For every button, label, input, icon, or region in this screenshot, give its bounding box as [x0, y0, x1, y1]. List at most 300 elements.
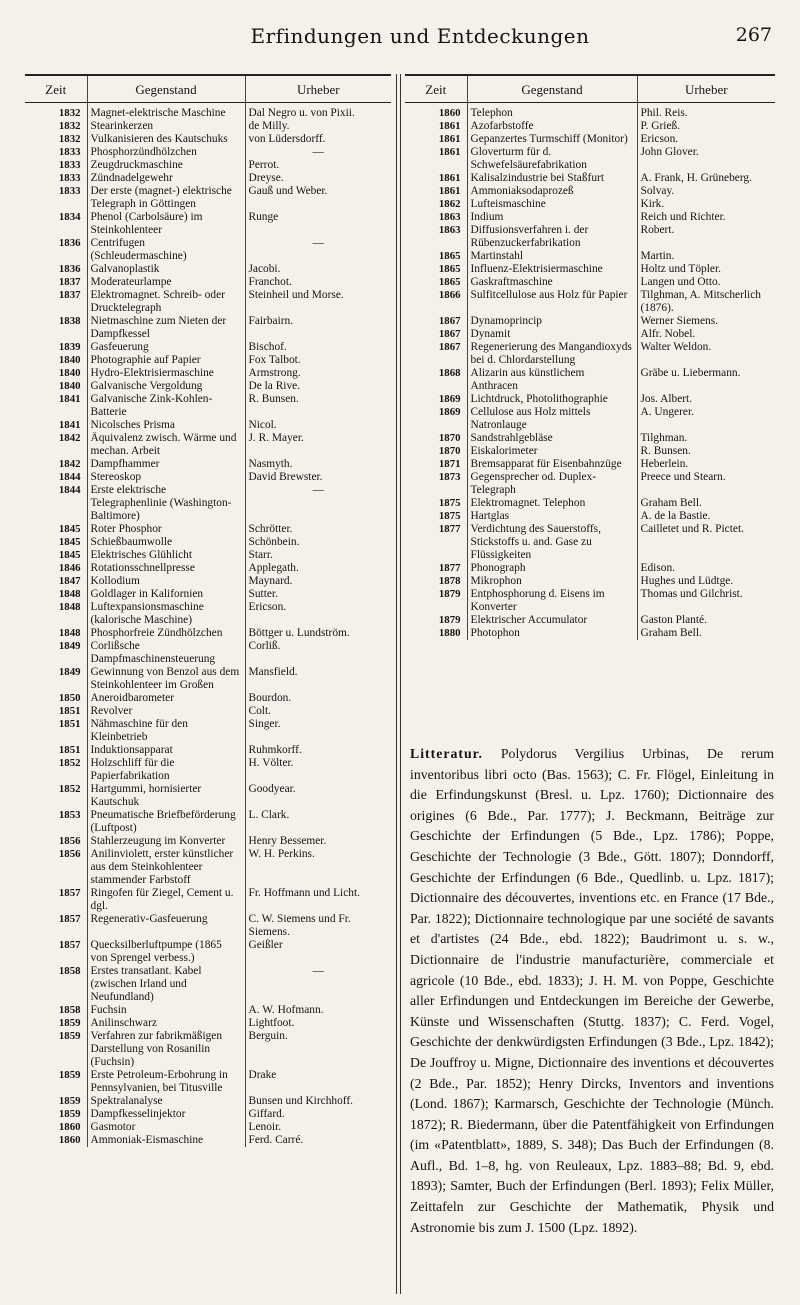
- year-cell: 1867: [438, 328, 461, 340]
- year-cell: 1834: [58, 211, 81, 223]
- year-cell: 1873: [438, 471, 461, 483]
- column-divider-outer: [396, 74, 397, 1294]
- inventor-cell: Nasmyth.: [248, 458, 293, 470]
- table-row: [25, 458, 391, 471]
- subject-cell: Alizarin aus künstlichem Anthracen: [467, 367, 637, 393]
- inventor-cell: Phil. Reis.: [640, 107, 688, 119]
- inventor-cell: Bunsen und Kirchhoff.: [248, 1095, 354, 1107]
- table-row: [25, 939, 391, 965]
- table-row: [25, 159, 391, 172]
- subject-cell: Galvanische Vergoldung: [87, 380, 245, 393]
- subject-cell: Gegensprecher od. Duplex-Telegraph: [467, 471, 637, 497]
- year-cell: 1832: [58, 133, 81, 145]
- inventor-cell: P. Grieß.: [640, 120, 681, 132]
- table-row: [25, 1030, 391, 1069]
- table-row: [25, 172, 391, 185]
- year-cell: 1837: [58, 289, 81, 301]
- table-row: [25, 692, 391, 705]
- inventor-cell: Perrot.: [248, 159, 280, 171]
- inventor-cell: A. Frank, H. Grüneberg.: [640, 172, 752, 184]
- inventor-cell: Werner Siemens.: [640, 315, 719, 327]
- gegenstand-header: Gegenstand: [467, 75, 637, 103]
- subject-cell: Magnet-elektrische Maschine: [87, 103, 245, 121]
- table-row: [405, 276, 775, 289]
- table-row: [25, 211, 391, 237]
- year-cell: 1860: [58, 1121, 81, 1133]
- subject-cell: Zündnadelgewehr: [87, 172, 245, 185]
- inventor-cell: Runge: [248, 211, 279, 223]
- table-row: [405, 471, 775, 497]
- year-cell: 1859: [58, 1030, 81, 1042]
- table-row: [405, 575, 775, 588]
- inventor-cell: Cailletet und R. Pictet.: [640, 523, 744, 535]
- subject-cell: Spektralanalyse: [87, 1095, 245, 1108]
- inventor-cell: Heberlein.: [640, 458, 689, 470]
- subject-cell: Phosphorfreie Zündhölzchen: [87, 627, 245, 640]
- subject-cell: Schießbaumwolle: [87, 536, 245, 549]
- year-cell: 1852: [58, 757, 81, 769]
- inventor-cell: A. Ungerer.: [640, 406, 694, 418]
- inventor-cell: Gräbe u. Liebermann.: [640, 367, 741, 379]
- inventor-cell: Nicol.: [248, 419, 277, 431]
- subject-cell: Der erste (magnet-) elektrische Telegraph in Göttingen: [87, 185, 245, 211]
- inventor-cell: Ruhmkorff.: [248, 744, 302, 756]
- subject-cell: Erste Petroleum-Erbohrung in Pennsylvanien, bei Titusville: [87, 1069, 245, 1095]
- year-cell: 1833: [58, 159, 81, 171]
- year-cell: 1863: [438, 211, 461, 223]
- table-row: [25, 835, 391, 848]
- year-cell: 1859: [58, 1108, 81, 1120]
- inventor-cell: Bourdon.: [248, 692, 292, 704]
- table-row: [405, 562, 775, 575]
- subject-cell: Photophon: [467, 627, 637, 640]
- table-row: [25, 380, 391, 393]
- table-row: [25, 1121, 391, 1134]
- urheber-header: Urheber: [637, 75, 775, 103]
- table-row: [405, 224, 775, 250]
- table-row: [25, 432, 391, 458]
- subject-cell: Dampfkesselinjektor: [87, 1108, 245, 1121]
- inventor-cell: Fairbairn.: [248, 315, 294, 327]
- inventor-cell: Goodyear.: [248, 783, 296, 795]
- table-row: [405, 432, 775, 445]
- subject-cell: Martinstahl: [467, 250, 637, 263]
- subject-cell: Diffusionsverfahren i. der Rübenzuckerfabrikation: [467, 224, 637, 250]
- table-row: [25, 341, 391, 354]
- subject-cell: Lufteismaschine: [467, 198, 637, 211]
- year-cell: 1839: [58, 341, 81, 353]
- inventor-cell: Gaston Planté.: [640, 614, 707, 626]
- year-cell: 1861: [438, 172, 461, 184]
- subject-cell: Gepanzertes Turmschiff (Monitor): [467, 133, 637, 146]
- inventor-cell: —: [312, 237, 324, 249]
- table-row: [405, 250, 775, 263]
- year-cell: 1857: [58, 939, 81, 951]
- table-row: [25, 757, 391, 783]
- inventor-cell: Alfr. Nobel.: [640, 328, 696, 340]
- year-cell: 1861: [438, 133, 461, 145]
- year-cell: 1837: [58, 276, 81, 288]
- subject-cell: Influenz-Elektrisiermaschine: [467, 263, 637, 276]
- inventor-cell: Fox Talbot.: [248, 354, 301, 366]
- subject-cell: Dynamit: [467, 328, 637, 341]
- subject-cell: Äquivalenz zwisch. Wärme und mechan. Arbeit: [87, 432, 245, 458]
- subject-cell: Stearinkerzen: [87, 120, 245, 133]
- inventor-cell: Steinheil und Morse.: [248, 289, 344, 301]
- table-row: [25, 848, 391, 887]
- year-cell: 1858: [58, 965, 81, 977]
- year-cell: 1845: [58, 536, 81, 548]
- year-cell: 1869: [438, 393, 461, 405]
- subject-cell: Azofarbstoffe: [467, 120, 637, 133]
- table-row: [25, 601, 391, 627]
- inventor-cell: Mansfield.: [248, 666, 298, 678]
- year-cell: 1849: [58, 666, 81, 678]
- table-row: [25, 419, 391, 432]
- year-cell: 1860: [58, 1134, 81, 1146]
- table-row: [25, 1017, 391, 1030]
- inventor-cell: Thomas und Gilchrist.: [640, 588, 743, 600]
- table-row: [405, 172, 775, 185]
- year-cell: 1842: [58, 432, 81, 444]
- subject-cell: Zeugdruckmaschine: [87, 159, 245, 172]
- table-row: [25, 315, 391, 341]
- inventor-cell: Martin.: [640, 250, 675, 262]
- inventor-cell: Solvay.: [640, 185, 675, 197]
- table-row: [25, 1004, 391, 1017]
- year-cell: 1844: [58, 471, 81, 483]
- year-cell: 1856: [58, 848, 81, 860]
- literature-text: Polydorus Vergilius Urbinas, De rerum inventoribus libri octo (Bas. 1563); C. Fr. Flögel, Einleitung in die Erfindungskunst (Bresl. u. Lpz. 1760); Dictionnaire des origines (6 Bde., Par. 1777); J. Beckmann, Beiträge zur Geschichte der Erfindungen (5 Bde., Lpz. 1786); Poppe, Geschichte der Technologie (3 Bde., Gött. 1807); Donndorff, Geschichte der Erfindungen (6 Bde., Quedlinb. u. Lpz. 1817); Dictionnaire des découvertes, inventions etc. en France (17 Bde., Par. 1822); Dictionnaire technologique par une société de savants et d'artistes (24 Bde., ebd. 1822); Baudrimont u. s. w., Dictionnaire de l'industrie manufacturière, commerciale et agricole (10 Bde., ebd. 1833); J. H. M. von Poppe, Geschichte aller Erfindungen und Entdeckungen im Bereiche der Gewerbe, Künste und Wissenschaften (Stuttg. 1837); C. Ferd. Vogel, Geschichte der denkwürdigsten Erfindungen (3 Bde., Lpz. 1842); De Jouffroy u. Migne, Dictionnaire des inventions et découvertes (2 Bde., Par. 1852); Henry Dircks, Inventors and inventions (Lond. 1867); Karmarsch, Geschichte der Technologie (Münch. 1872); R. Biedermann, über die Patentfähigkeit von Erfindungen (im «Patentblatt», 1889, S. 348); Das Buch der Erfindungen (8. Aufl., Bd. 1–8, hg. von Reuleaux, Lpz. 1883–88; Bd. 9, ebd. 1893); Samter, Buch der Erfindungen (Berl. 1893); Felix Müller, Zeittafeln zur Geschichte der Mathematik, Physik und Astronomie bis zum J. 1500 (Lpz. 1892).: [410, 746, 774, 1235]
- inventor-cell: Drake: [248, 1069, 277, 1081]
- subject-cell: Stereoskop: [87, 471, 245, 484]
- page-number: 267: [735, 24, 772, 46]
- subject-cell: Aneroidbarometer: [87, 692, 245, 705]
- subject-cell: Ringofen für Ziegel, Cement u. dgl.: [87, 887, 245, 913]
- subject-cell: Phenol (Carbolsäure) im Steinkohlenteer: [87, 211, 245, 237]
- subject-cell: Centrifugen (Schleudermaschine): [87, 237, 245, 263]
- inventor-cell: L. Clark.: [248, 809, 290, 821]
- table-row: [405, 406, 775, 432]
- year-cell: 1845: [58, 523, 81, 535]
- year-cell: 1853: [58, 809, 81, 821]
- subject-cell: Vulkanisieren des Kautschuks: [87, 133, 245, 146]
- year-cell: 1832: [58, 107, 81, 119]
- table-row: [405, 393, 775, 406]
- subject-cell: Dampfhammer: [87, 458, 245, 471]
- inventor-cell: A. de la Bastie.: [640, 510, 711, 522]
- subject-cell: Hartglas: [467, 510, 637, 523]
- table-row: [25, 1108, 391, 1121]
- table-row: [25, 1069, 391, 1095]
- table-row: [25, 263, 391, 276]
- subject-cell: Goldlager in Kalifornien: [87, 588, 245, 601]
- inventor-cell: Berguin.: [248, 1030, 288, 1042]
- subject-cell: Entphosphorung d. Eisens im Konverter: [467, 588, 637, 614]
- year-cell: 1878: [438, 575, 461, 587]
- year-cell: 1833: [58, 185, 81, 197]
- subject-cell: Quecksilberluftpumpe (1865 von Sprengel verbess.): [87, 939, 245, 965]
- subject-cell: Ammoniak-Eismaschine: [87, 1134, 245, 1147]
- subject-cell: Galvanoplastik: [87, 263, 245, 276]
- inventor-cell: A. W. Hofmann.: [248, 1004, 324, 1016]
- table-row: [405, 445, 775, 458]
- year-cell: 1865: [438, 263, 461, 275]
- year-cell: 1871: [438, 458, 461, 470]
- year-cell: 1879: [438, 614, 461, 626]
- year-cell: 1841: [58, 419, 81, 431]
- year-cell: 1848: [58, 588, 81, 600]
- inventor-cell: Graham Bell.: [640, 497, 702, 509]
- year-cell: 1848: [58, 627, 81, 639]
- inventor-cell: Singer.: [248, 718, 281, 730]
- subject-cell: Gasfeuerung: [87, 341, 245, 354]
- table-row: [25, 705, 391, 718]
- inventor-cell: Robert.: [640, 224, 675, 236]
- year-cell: 1850: [58, 692, 81, 704]
- table-row: [25, 146, 391, 159]
- year-cell: 1838: [58, 315, 81, 327]
- inventor-cell: de Milly.: [248, 120, 290, 132]
- year-cell: 1859: [58, 1069, 81, 1081]
- subject-cell: Moderateurlampe: [87, 276, 245, 289]
- subject-cell: Hydro-Elektrisiermaschine: [87, 367, 245, 380]
- year-cell: 1861: [438, 146, 461, 158]
- year-cell: 1866: [438, 289, 461, 301]
- inventor-cell: Armstrong.: [248, 367, 301, 379]
- table-row: [25, 133, 391, 146]
- subject-cell: Luftexpansionsmaschine (kalorische Maschine): [87, 601, 245, 627]
- table-row: [405, 211, 775, 224]
- subject-cell: Kalisalzindustrie bei Staßfurt: [467, 172, 637, 185]
- year-cell: 1851: [58, 718, 81, 730]
- subject-cell: Regenerierung des Mangandioxyds bei d. Chlordarstellung: [467, 341, 637, 367]
- inventor-cell: John Glover.: [640, 146, 699, 158]
- inventor-cell: Schönbein.: [248, 536, 300, 548]
- inventor-cell: —: [312, 484, 324, 496]
- subject-cell: Gewinnung von Benzol aus dem Steinkohlenteer im Großen: [87, 666, 245, 692]
- subject-cell: Gasmotor: [87, 1121, 245, 1134]
- year-cell: 1865: [438, 250, 461, 262]
- year-cell: 1868: [438, 367, 461, 379]
- inventor-cell: von Lüdersdorff.: [248, 133, 326, 145]
- table-row: [25, 523, 391, 536]
- year-cell: 1847: [58, 575, 81, 587]
- inventor-cell: Dreyse.: [248, 172, 284, 184]
- year-cell: 1833: [58, 172, 81, 184]
- table-row: [25, 103, 391, 121]
- subject-cell: Verdichtung des Sauerstoffs, Stickstoffs u. and. Gase zu Flüssigkeiten: [467, 523, 637, 562]
- year-cell: 1879: [438, 588, 461, 600]
- year-cell: 1832: [58, 120, 81, 132]
- inventor-cell: Corliß.: [248, 640, 281, 652]
- inventor-cell: J. R. Mayer.: [248, 432, 304, 444]
- year-cell: 1845: [58, 549, 81, 561]
- inventor-cell: C. W. Siemens und Fr. Siemens.: [248, 913, 351, 938]
- inventor-cell: Edison.: [640, 562, 675, 574]
- inventor-cell: Tilghman, A. Mitscherlich (1876).: [640, 289, 761, 314]
- table-row: [25, 185, 391, 211]
- table-row: [25, 484, 391, 523]
- table-row: [25, 640, 391, 666]
- subject-cell: Regenerativ-Gasfeuerung: [87, 913, 245, 939]
- subject-cell: Galvanische Zink-Kohlen-Batterie: [87, 393, 245, 419]
- table-row: [25, 276, 391, 289]
- inventor-cell: Dal Negro u. von Pixii.: [248, 107, 355, 119]
- year-cell: 1857: [58, 887, 81, 899]
- year-cell: 1844: [58, 484, 81, 496]
- subject-cell: Roter Phosphor: [87, 523, 245, 536]
- table-row: [25, 965, 391, 1004]
- inventor-cell: Franchot.: [248, 276, 292, 288]
- left-inventions-table: [25, 74, 391, 1147]
- inventor-cell: Ericson.: [248, 601, 287, 613]
- inventor-cell: H. Völter.: [248, 757, 294, 769]
- year-cell: 1880: [438, 627, 461, 639]
- subject-cell: Lichtdruck, Photolithographie: [467, 393, 637, 406]
- year-cell: 1859: [58, 1095, 81, 1107]
- column-divider-inner: [400, 74, 401, 1294]
- year-cell: 1870: [438, 445, 461, 457]
- year-cell: 1851: [58, 705, 81, 717]
- subject-cell: Dynamoprincip: [467, 315, 637, 328]
- subject-cell: Corlißsche Dampfmaschinensteuerung: [87, 640, 245, 666]
- inventor-cell: Henry Bessemer.: [248, 835, 327, 847]
- year-cell: 1857: [58, 913, 81, 925]
- table-row: [405, 133, 775, 146]
- subject-cell: Gloverturm für d. Schwefelsäurefabrikation: [467, 146, 637, 172]
- year-cell: 1841: [58, 393, 81, 405]
- inventor-cell: Ferd. Carré.: [248, 1134, 304, 1146]
- table-row: [405, 185, 775, 198]
- table-row: [405, 315, 775, 328]
- year-cell: 1851: [58, 744, 81, 756]
- inventor-cell: R. Bunsen.: [640, 445, 691, 457]
- inventor-cell: R. Bunsen.: [248, 393, 299, 405]
- subject-cell: Rotationsschnellpresse: [87, 562, 245, 575]
- table-row: [405, 510, 775, 523]
- subject-cell: Verfahren zur fabrikmäßigen Darstellung von Rosanilin (Fuchsin): [87, 1030, 245, 1069]
- subject-cell: Cellulose aus Holz mittels Natronlauge: [467, 406, 637, 432]
- table-row: [25, 549, 391, 562]
- table-row: [405, 263, 775, 276]
- subject-cell: Mikrophon: [467, 575, 637, 588]
- inventor-cell: Lightfoot.: [248, 1017, 295, 1029]
- literature-paragraph: [410, 744, 774, 1238]
- gegenstand-header: Gegenstand: [87, 75, 245, 103]
- year-cell: 1852: [58, 783, 81, 795]
- table-row: [25, 237, 391, 263]
- table-row: [25, 1134, 391, 1147]
- table-row: [25, 809, 391, 835]
- inventor-cell: Gauß und Weber.: [248, 185, 328, 197]
- table-row: [405, 497, 775, 510]
- subject-cell: Holzschliff für die Papierfabrikation: [87, 757, 245, 783]
- subject-cell: Erstes transatlant. Kabel (zwischen Irland und Neufundland): [87, 965, 245, 1004]
- inventor-cell: —: [312, 965, 324, 977]
- inventor-cell: Bischof.: [248, 341, 287, 353]
- year-cell: 1833: [58, 146, 81, 158]
- inventor-cell: Böttger u. Lundström.: [248, 627, 350, 639]
- inventor-cell: Jos. Albert.: [640, 393, 693, 405]
- inventor-cell: Lenoir.: [248, 1121, 282, 1133]
- zeit-header: Zeit: [25, 75, 87, 103]
- subject-cell: Elektromagnet. Schreib- oder Drucktelegraph: [87, 289, 245, 315]
- year-cell: 1861: [438, 120, 461, 132]
- subject-cell: Nietmaschine zum Nieten der Dampfkessel: [87, 315, 245, 341]
- year-cell: 1860: [438, 107, 461, 119]
- inventor-cell: David Brewster.: [248, 471, 323, 483]
- table-row: [25, 783, 391, 809]
- table-row: [25, 536, 391, 549]
- table-row: [25, 744, 391, 757]
- inventor-cell: Jacobi.: [248, 263, 281, 275]
- subject-cell: Elektrisches Glühlicht: [87, 549, 245, 562]
- subject-cell: Photographie auf Papier: [87, 354, 245, 367]
- subject-cell: Phonograph: [467, 562, 637, 575]
- subject-cell: Phosphorzündhölzchen: [87, 146, 245, 159]
- subject-cell: Ammoniaksodaprozeß: [467, 185, 637, 198]
- table-row: [405, 523, 775, 562]
- inventor-cell: Sutter.: [248, 588, 278, 600]
- year-cell: 1836: [58, 263, 81, 275]
- table-row: [405, 103, 775, 121]
- table-row: [25, 887, 391, 913]
- subject-cell: Eiskalorimeter: [467, 445, 637, 458]
- subject-cell: Nicolsches Prisma: [87, 419, 245, 432]
- table-row: [25, 1095, 391, 1108]
- inventor-cell: Giffard.: [248, 1108, 285, 1120]
- literature-label: Litteratur.: [410, 746, 483, 761]
- subject-cell: Pneumatische Briefbeförderung (Luftpost): [87, 809, 245, 835]
- year-cell: 1842: [58, 458, 81, 470]
- year-cell: 1875: [438, 497, 461, 509]
- inventor-cell: Walter Weldon.: [640, 341, 712, 353]
- year-cell: 1840: [58, 354, 81, 366]
- subject-cell: Bremsapparat für Eisenbahnzüge: [467, 458, 637, 471]
- year-cell: 1862: [438, 198, 461, 210]
- year-cell: 1870: [438, 432, 461, 444]
- subject-cell: Sandstrahlgebläse: [467, 432, 637, 445]
- inventor-cell: Kirk.: [640, 198, 665, 210]
- inventor-cell: Hughes und Lüdtge.: [640, 575, 734, 587]
- year-cell: 1861: [438, 185, 461, 197]
- inventor-cell: Langen und Otto.: [640, 276, 721, 288]
- subject-cell: Gaskraftmaschine: [467, 276, 637, 289]
- subject-cell: Erste elektrische Telegraphenlinie (Washington-Baltimore): [87, 484, 245, 523]
- table-row: [405, 614, 775, 627]
- year-cell: 1877: [438, 523, 461, 535]
- year-cell: 1848: [58, 601, 81, 613]
- year-cell: 1856: [58, 835, 81, 847]
- table-row: [25, 120, 391, 133]
- right-inventions-table: [405, 74, 775, 640]
- page-title: Erfindungen und Entdeckungen: [250, 24, 590, 48]
- table-row: [25, 575, 391, 588]
- inventor-cell: Graham Bell.: [640, 627, 702, 639]
- table-row: [405, 588, 775, 614]
- subject-cell: Elektromagnet. Telephon: [467, 497, 637, 510]
- inventor-cell: Fr. Hoffmann und Licht.: [248, 887, 360, 899]
- year-cell: 1877: [438, 562, 461, 574]
- subject-cell: Telephon: [467, 103, 637, 121]
- table-row: [25, 562, 391, 575]
- inventor-cell: Starr.: [248, 549, 273, 561]
- year-cell: 1858: [58, 1004, 81, 1016]
- subject-cell: Sulfitcellulose aus Holz für Papier: [467, 289, 637, 315]
- table-row: [405, 458, 775, 471]
- inventor-cell: Holtz und Töpler.: [640, 263, 721, 275]
